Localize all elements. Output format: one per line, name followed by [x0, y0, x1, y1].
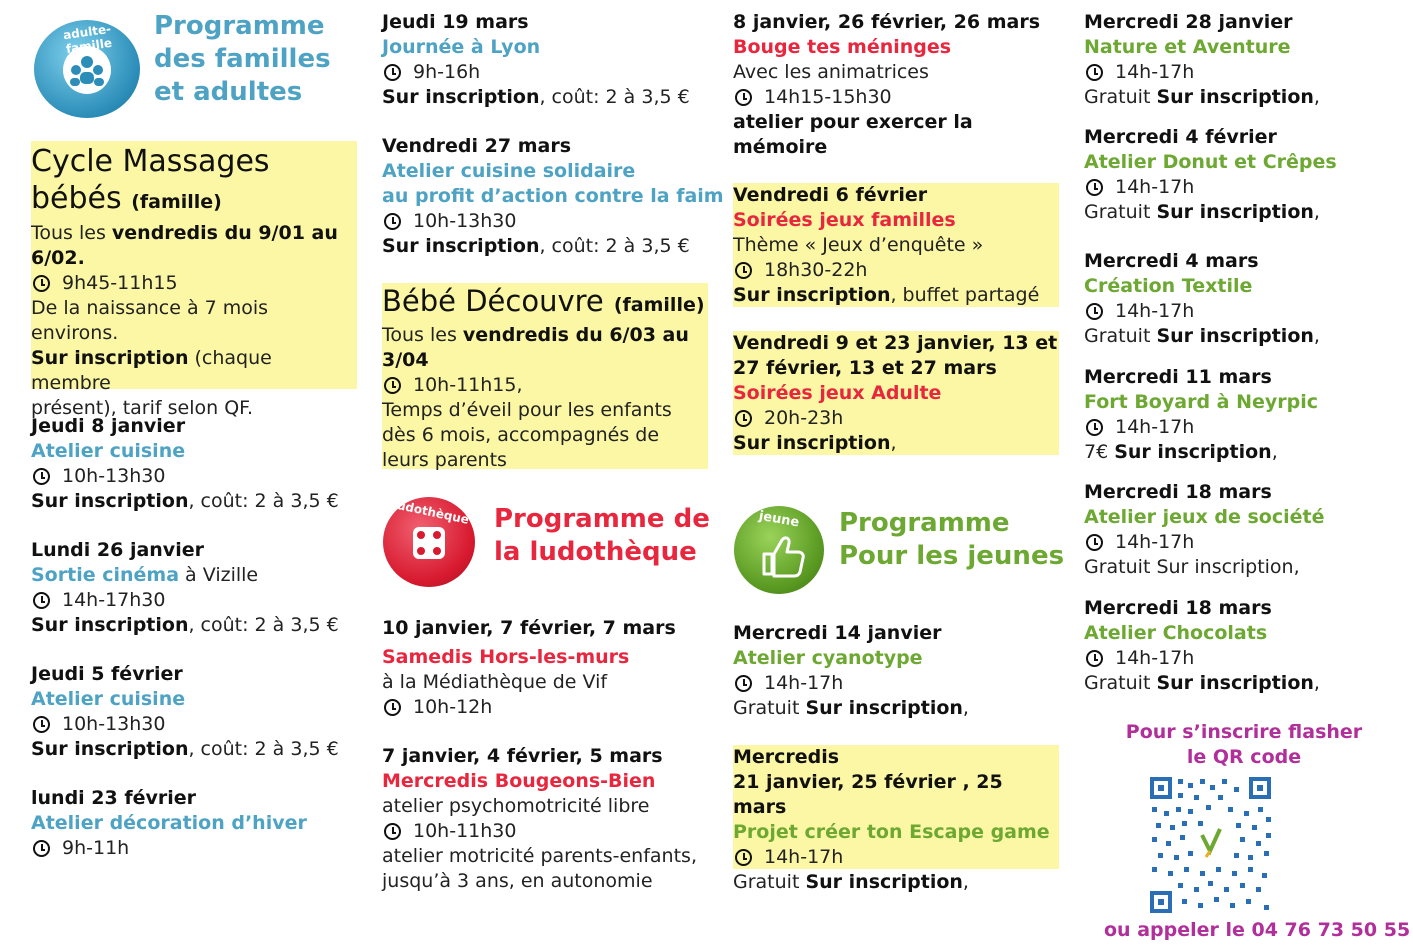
badge-label: jeune [757, 508, 801, 531]
badge-label: adulte-famille [62, 21, 113, 57]
clock-icon [33, 468, 50, 485]
family-event: Lundi 26 janvier Sortie cinéma à Vizille 14h-17h30 Sur inscription, coût: 2 à 3,5 € [31, 539, 339, 636]
clock-icon [1086, 179, 1103, 196]
cycle-title-2: bébés [31, 181, 122, 216]
ludo-event: 10 janvier, 7 février, 7 mars Samedis Hors-les-murs à la Médiathèque de Vif 10h-12h [382, 617, 676, 718]
family-event: Jeudi 5 février Atelier cuisine 10h-13h30 Sur inscription, coût: 2 à 3,5 € [31, 663, 339, 760]
clock-icon [384, 213, 401, 230]
jeune-event: Mercredi 11 mars Fort Boyard à Neyrpic 14h-17h 7€ Sur inscription, [1084, 366, 1319, 463]
jeune-event: Mercredi 4 février Atelier Donut et Crêpes 14h-17h Gratuit Sur inscription, [1084, 126, 1337, 223]
jeune-event: Mercredi 18 mars Atelier Chocolats 14h-17h Gratuit Sur inscription, [1084, 597, 1320, 694]
family-event: Jeudi 19 mars Journée à Lyon 9h-16h Sur inscription, coût: 2 à 3,5 € [382, 11, 690, 108]
clock-icon [33, 716, 50, 733]
phone-line: ou appeler le 04 76 73 50 55 [1104, 919, 1411, 941]
clock-icon [1086, 64, 1103, 81]
clock-icon [1086, 419, 1103, 436]
cycle-title: Cycle Massages [31, 144, 270, 179]
clock-icon [384, 64, 401, 81]
clock-icon [33, 275, 50, 292]
ludo-event-highlight: Vendredi 6 février Soirées jeux familles Thème « Jeux d’enquête » 18h30-22h Sur inscription, buffet partagé [733, 183, 1059, 307]
bebe-suffix: (famille) [613, 294, 705, 316]
family-event: Vendredi 27 mars Atelier cuisine solidaire au profit d’action contre la faim 10h-13h30 Sur inscription, coût: 2 à 3,5 € [382, 135, 724, 257]
family-event: Jeudi 8 janvier Atelier cuisine 10h-13h30 Sur inscription, coût: 2 à 3,5 € [31, 415, 339, 512]
family-section-title: Programme des familles et adultes [154, 11, 331, 107]
jeune-event: Mercredi 14 janvier Atelier cyanotype 14h-17h Gratuit Sur inscription, [733, 622, 969, 719]
clock-icon [735, 262, 752, 279]
ludo-event: 8 janvier, 26 février, 26 mars Bouge tes méninges Avec les animatrices 14h15-15h30 atelier pour exercer la mémoire [733, 11, 1041, 158]
jeune-event: Mercredi 18 mars Atelier jeux de société 14h-17h Gratuit Sur inscription, [1084, 481, 1325, 578]
clock-icon [735, 849, 752, 866]
clock-icon [384, 823, 401, 840]
qr-caption: Pour s’inscrire flasher le QR code [1125, 721, 1363, 768]
cycle-massages-block: Cycle Massages bébés (famille) Tous les vendredis du 9/01 au 6/02. 9h45-11h15 De la naissance à 7 mois environs. Sur inscription (chaque membre présent), tarif selon QF. [31, 141, 357, 389]
jeune-event-highlight: Mercredis 21 janvier, 25 février , 25 mars Projet créer ton Escape game 14h-17h Gratuit Sur inscription, [733, 745, 1059, 869]
family-event: lundi 23 février Atelier décoration d’hiver 9h-11h [31, 787, 307, 859]
jeunes-section-title: Programme Pour les jeunes [839, 508, 1065, 571]
clock-icon [735, 675, 752, 692]
ludotheque-badge [383, 497, 475, 587]
clock-icon [384, 699, 401, 716]
qr-code[interactable] [1148, 775, 1273, 915]
ludotheque-section-title: Programme de la ludothèque [494, 504, 710, 567]
badge-label: ludothèque [391, 497, 471, 527]
jeune-event: Mercredi 28 janvier Nature et Aventure 14h-17h Gratuit Sur inscription, [1084, 11, 1320, 108]
jeune-badge [734, 506, 824, 594]
clock-icon [1086, 650, 1103, 667]
ludo-event: 7 janvier, 4 février, 5 mars Mercredis Bougeons-Bien atelier psychomotricité libre 10h-11h30 atelier motricité parents-enfants, jusqu’à 3 ans, en autonomie [382, 745, 697, 892]
bebe-decouvre-block: Bébé Découvre (famille) Tous les vendredis du 6/03 au 3/04 10h-11h15, Temps d’éveil pour les enfants dès 6 mois, accompagnés de leurs parents [382, 283, 708, 469]
clock-icon [1086, 534, 1103, 551]
clock-icon [33, 840, 50, 857]
jeune-event: Mercredi 4 mars Création Textile 14h-17h Gratuit Sur inscription, [1084, 250, 1320, 347]
clock-icon [735, 89, 752, 106]
cycle-suffix: (famille) [131, 191, 222, 213]
ludo-event-highlight: Vendredi 9 et 23 janvier, 13 et 27 février, 13 et 27 mars Soirées jeux Adulte 20h-23h Sur inscription, [733, 332, 1058, 454]
clock-icon [384, 377, 401, 394]
adulte-famille-badge [34, 20, 140, 118]
clock-icon [33, 592, 50, 609]
clock-icon [1086, 303, 1103, 320]
clock-icon [735, 410, 752, 427]
bebe-title: Bébé Découvre [382, 284, 604, 318]
